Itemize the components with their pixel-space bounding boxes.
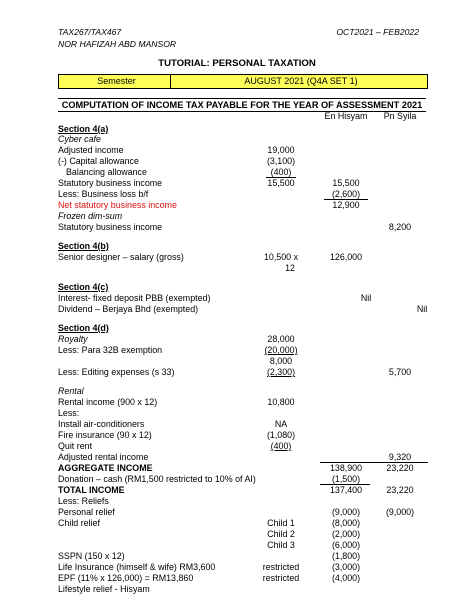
col-en-hisyam: En Hisyam bbox=[324, 111, 368, 121]
semester-box bbox=[58, 74, 428, 89]
course-code: TAX267/TAX467 bbox=[58, 27, 122, 37]
table-row: Royalty 28,000 bbox=[58, 334, 295, 344]
computation-title: COMPUTATION OF INCOME TAX PAYABLE FOR THE YEAR OF ASSESSMENT 2021 bbox=[58, 98, 426, 112]
table-row: Rental income (900 x 12) 10,800 bbox=[58, 397, 295, 407]
semester-label: Semester bbox=[59, 75, 171, 88]
author-name: NOR HAFIZAH ABD MANSOR bbox=[58, 38, 177, 49]
table-row: Personal relief (9,000) (9,000) bbox=[58, 507, 415, 517]
page-title: TUTORIAL: PERSONAL TAXATION bbox=[158, 58, 316, 69]
table-row: Fire insurance (90 x 12) (1,080) bbox=[58, 430, 296, 440]
table-row: Senior designer – salary (gross) 10,500 x 126,000 bbox=[58, 252, 363, 262]
table-row: AGGREGATE INCOME 138,900 23,220 bbox=[58, 463, 414, 473]
table-row: Child relief Child 1 (8,000) bbox=[58, 518, 361, 528]
table-row: SSPN (150 x 12) (1,800) bbox=[58, 551, 361, 561]
section-heading: Section 4(c) bbox=[58, 282, 109, 292]
table-row: Less: Editing expenses (s 33) (2,300) 5,700 bbox=[58, 367, 412, 377]
section-heading: Section 4(b) bbox=[58, 241, 109, 251]
section-heading: Section 4(a) bbox=[58, 124, 109, 134]
header-left bbox=[58, 27, 176, 50]
table-row: Interest- fixed deposit PBB (exempted) Nil bbox=[58, 293, 372, 303]
table-row: Life Insurance (himself & wife) RM3,600 restricted (3,000) bbox=[58, 562, 361, 572]
table-row: Donation – cash (RM1,500 restricted to 10% of AI) (1,500) bbox=[58, 474, 361, 484]
table-row: EPF (11% x 126,000) = RM13,860 restricted (4,000) bbox=[58, 573, 361, 583]
table-row: Lifestyle relief - Hisyam bbox=[58, 584, 150, 594]
table-row: Statutory business income 15,500 15,500 bbox=[58, 178, 360, 188]
subheading: Frozen dim-sum bbox=[58, 211, 123, 221]
col-pn-syila: Pn Syila bbox=[383, 111, 417, 121]
subheading: Rental bbox=[58, 386, 84, 396]
semester-value: AUGUST 2021 (Q4A SET 1) bbox=[244, 76, 358, 86]
table-row: Less: Reliefs bbox=[58, 496, 109, 506]
subheading: Cyber cafe bbox=[58, 134, 101, 144]
table-row: Net statutory business income 12,900 bbox=[58, 200, 360, 210]
table-row: Child 3 (6,000) bbox=[267, 540, 361, 550]
table-row: Less: Business loss b/f (2,600) bbox=[58, 189, 361, 199]
table-row: Balancing allowance (400) bbox=[66, 167, 292, 177]
section-heading: Section 4(d) bbox=[58, 323, 109, 333]
table-row: TOTAL INCOME 137,400 23,220 bbox=[58, 485, 414, 495]
table-row: Install air-conditioners NA bbox=[58, 419, 288, 429]
table-row: (-) Capital allowance (3,100) bbox=[58, 156, 296, 166]
table-row: Less: Para 32B exemption (20,000) bbox=[58, 345, 298, 355]
header-period: OCT2021 – FEB2022 bbox=[336, 27, 419, 37]
column-header-row bbox=[0, 111, 474, 122]
table-row: Adjusted income 19,000 bbox=[58, 145, 295, 155]
table-row: Dividend – Berjaya Bhd (exempted) Nil bbox=[58, 304, 428, 314]
table-row: Less: bbox=[58, 408, 80, 418]
table-row: Adjusted rental income 9,320 bbox=[58, 452, 412, 462]
table-row: 8,000 bbox=[269, 356, 293, 366]
table-row: 12 bbox=[285, 263, 295, 273]
table-row: Child 2 (2,000) bbox=[267, 529, 361, 539]
table-row: Quit rent (400) bbox=[58, 441, 292, 451]
table-row: Statutory business income 8,200 bbox=[58, 222, 412, 232]
